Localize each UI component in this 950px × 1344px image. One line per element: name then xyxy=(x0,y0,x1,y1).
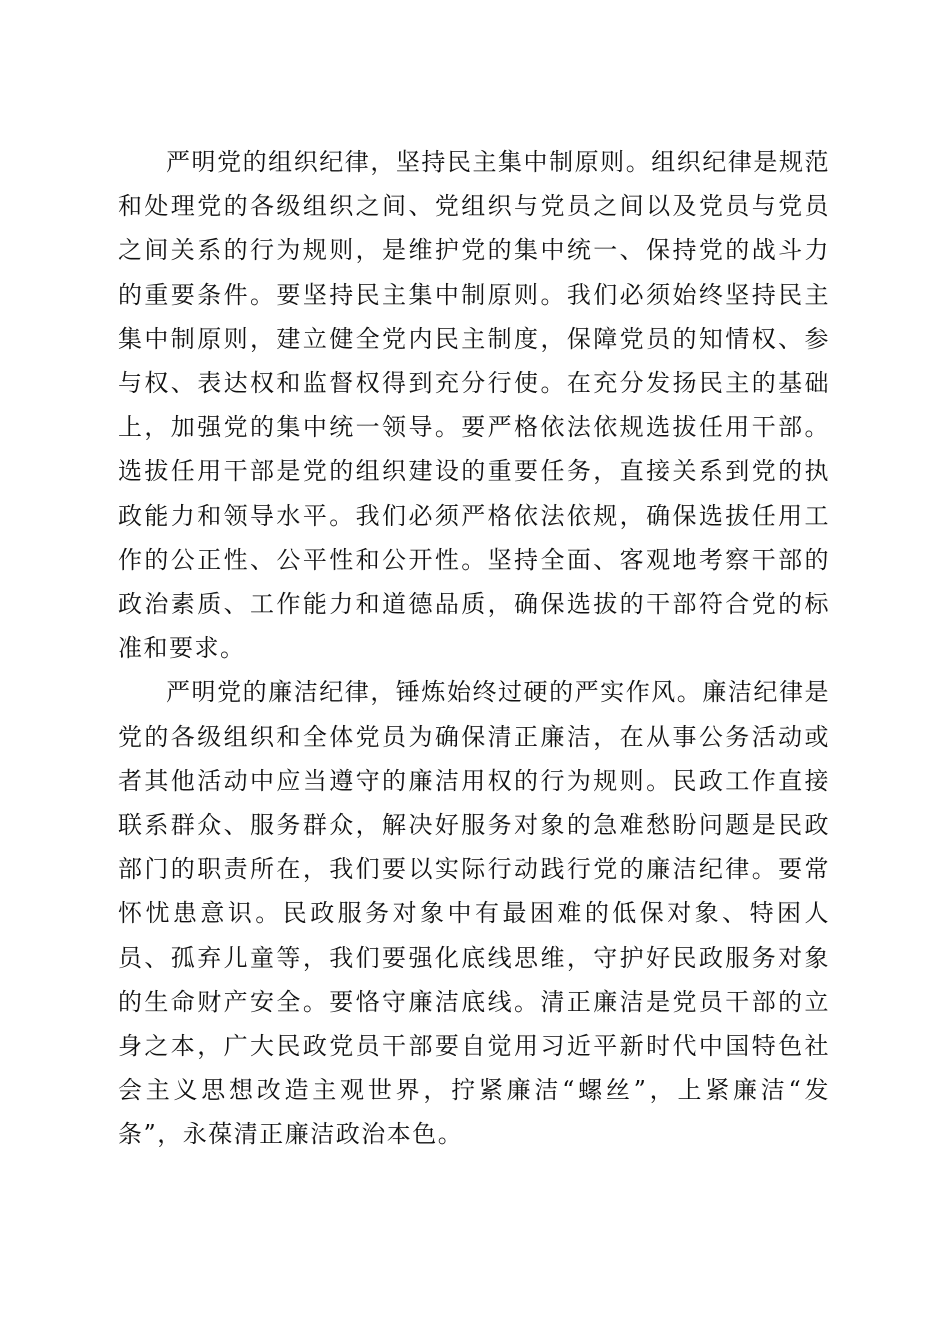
paragraph-integrity-discipline: 严明党的廉洁纪律，锤炼始终过硬的严实作风。廉洁纪律是党的各级组织和全体党员为确保清正廉洁，在从事公务活动或者其他活动中应当遵守的廉洁用权的行为规则。民政工作直接联系群众、服务群众，解决好服务对象的急难愁盼问题是民政部门的职责所在，我们要以实际行动践行党的廉洁纪律。要常怀忧患意识。民政服务对象中有最困难的低保对象、特困人员、孤弃儿童等，我们要强化底线思维，守护好民政服务对象的生命财产安全。要恪守廉洁底线。清正廉洁是党员干部的立身之本，广大民政党员干部要自觉用习近平新时代中国特色社会主义思想改造主观世界，拧紧廉洁“螺丝”，上紧廉洁“发条”，永葆清正廉洁政治本色。 xyxy=(118,678,830,1149)
document-body xyxy=(118,140,830,1157)
paragraph-organizational-discipline: 严明党的组织纪律，坚持民主集中制原则。组织纪律是规范和处理党的各级组织之间、党组织与党员之间以及党员与党员之间关系的行为规则，是维护党的集中统一、保持党的战斗力的重要条件。要坚持民主集中制原则。我们必须始终坚持民主集中制原则，建立健全党内民主制度，保障党员的知情权、参与权、表达权和监督权得到充分行使。在充分发扬民主的基础上，加强党的集中统一领导。要严格依法依规选拔任用干部。选拔任用干部是党的组织建设的重要任务，直接关系到党的执政能力和领导水平。我们必须严格依法依规，确保选拔任用工作的公正性、公平性和公开性。坚持全面、客观地考察干部的政治素质、工作能力和道德品质，确保选拔的干部符合党的标准和要求。 xyxy=(118,148,830,663)
